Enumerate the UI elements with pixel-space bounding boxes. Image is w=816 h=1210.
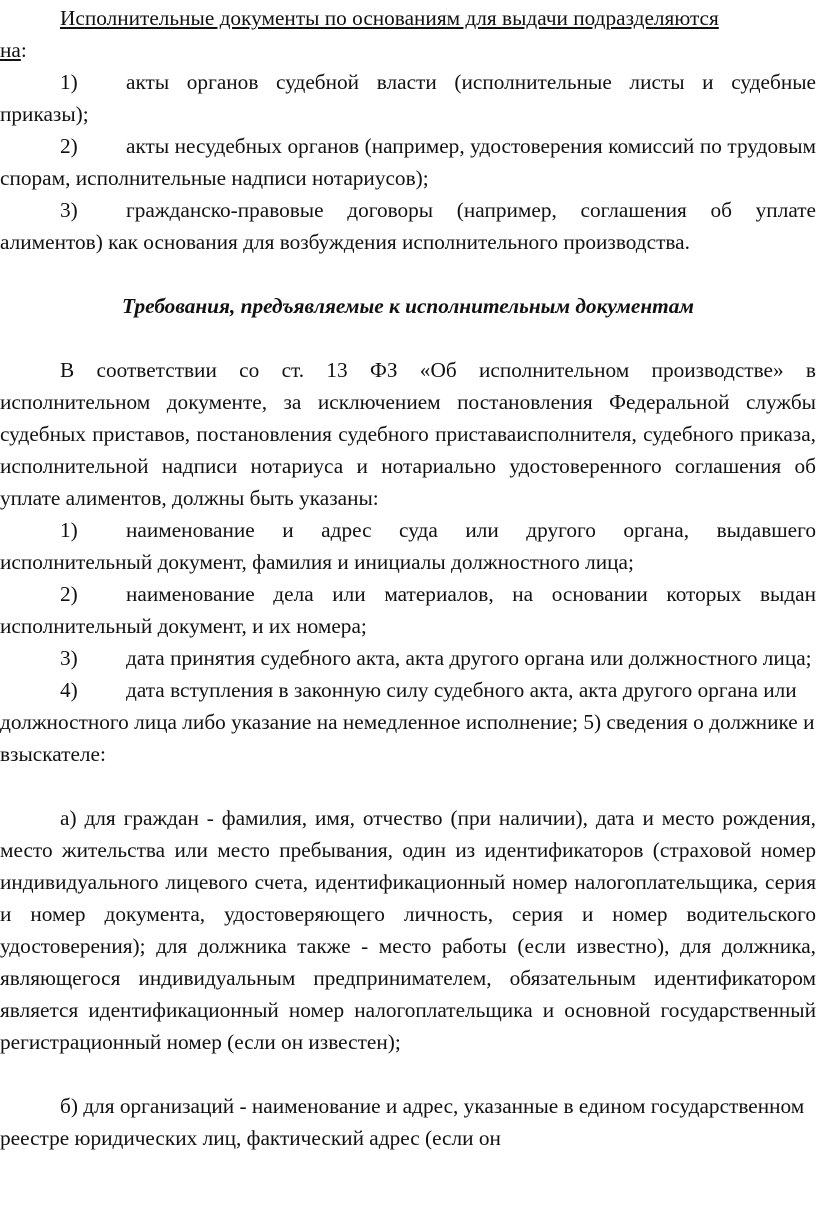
list2-text: наименование дела или материалов, на основании которых выдан исполнительный документ, и их номера; — [0, 582, 816, 638]
list1-item-1 — [0, 66, 816, 130]
list1-text: акты органов судебной власти (исполнительные листы и судебные приказы); — [0, 70, 816, 126]
list1-number: 3) — [60, 198, 78, 222]
list1-text: гражданско-правовые договоры (например, соглашения об уплате алиментов) как основания для возбуждения исполнительного производства. — [0, 198, 816, 254]
list2-text: дата вступления в законную силу судебного акта, акта другого органа или должностного лица либо указание на немедленное исполнение; 5) сведения о должнике и взыскателе: — [0, 678, 815, 766]
list1-number: 1) — [60, 70, 78, 94]
spacer — [0, 770, 816, 802]
list1-number: 2) — [60, 134, 78, 158]
intro-colon: : — [20, 38, 27, 62]
list1-text: акты несудебных органов (например, удостоверения комиссий по трудовым спорам, исполнительные надписи нотариусов); — [0, 134, 816, 190]
list2-item-3 — [0, 642, 816, 674]
section-heading: Требования, предъявляемые к исполнительным документам — [122, 294, 694, 318]
list2-number: 1) — [60, 518, 78, 542]
spacer — [0, 1058, 816, 1090]
spacer — [0, 258, 816, 290]
paragraph-b: б) для организаций - наименование и адрес, указанные в едином государственном реестре юридических лиц, фактический адрес (если он — [0, 1094, 805, 1150]
list2-item-2 — [0, 578, 816, 642]
list1-item-2 — [0, 130, 816, 194]
list2-number: 2) — [60, 582, 78, 606]
list2-text: наименование и адрес суда или другого органа, выдавшего исполнительный документ, фамилия и инициалы должностного лица; — [0, 518, 816, 574]
list2-item-4 — [0, 674, 816, 770]
list2-item-1 — [0, 514, 816, 578]
list2-number: 4) — [60, 678, 78, 702]
paragraph-a: а) для граждан - фамилия, имя, отчество (при наличии), дата и место рождения, место жительства или место пребывания, один из идентификаторов (страховой номер индивидуального лицевого счета, идентификационный номер налогоплательщика, серия и номер документа, удостоверяющего личность, серия и номер водительского удостоверения); для должника также - место работы (если известно), для должника, являющегося индивидуальным предпринимателем, обязательным идентификатором является идентификационный номер налогоплательщика и основной государственный регистрационный номер (если он известен); — [0, 806, 816, 1054]
list2-number: 3) — [60, 646, 78, 670]
list2-text: дата принятия судебного акта, акта другого органа или должностного лица; — [126, 646, 812, 670]
spacer — [0, 322, 816, 354]
list1-item-3 — [0, 194, 816, 258]
intro-line1: Исполнительные документы по основаниям для выдачи подразделяются — [60, 6, 719, 30]
intro-paragraph — [0, 2, 816, 66]
paragraph-main: В соответствии со ст. 13 ФЗ «Об исполнительном производстве» в исполнительном документе, за исключением постановления Федеральной службы судебных приставов, постановления судебного приставаисполнителя, судебного приказа, исполнительной надписи нотариуса и нотариально удостоверенного соглашения об уплате алиментов, должны быть указаны: — [0, 358, 816, 510]
intro-line2: на — [0, 38, 21, 62]
